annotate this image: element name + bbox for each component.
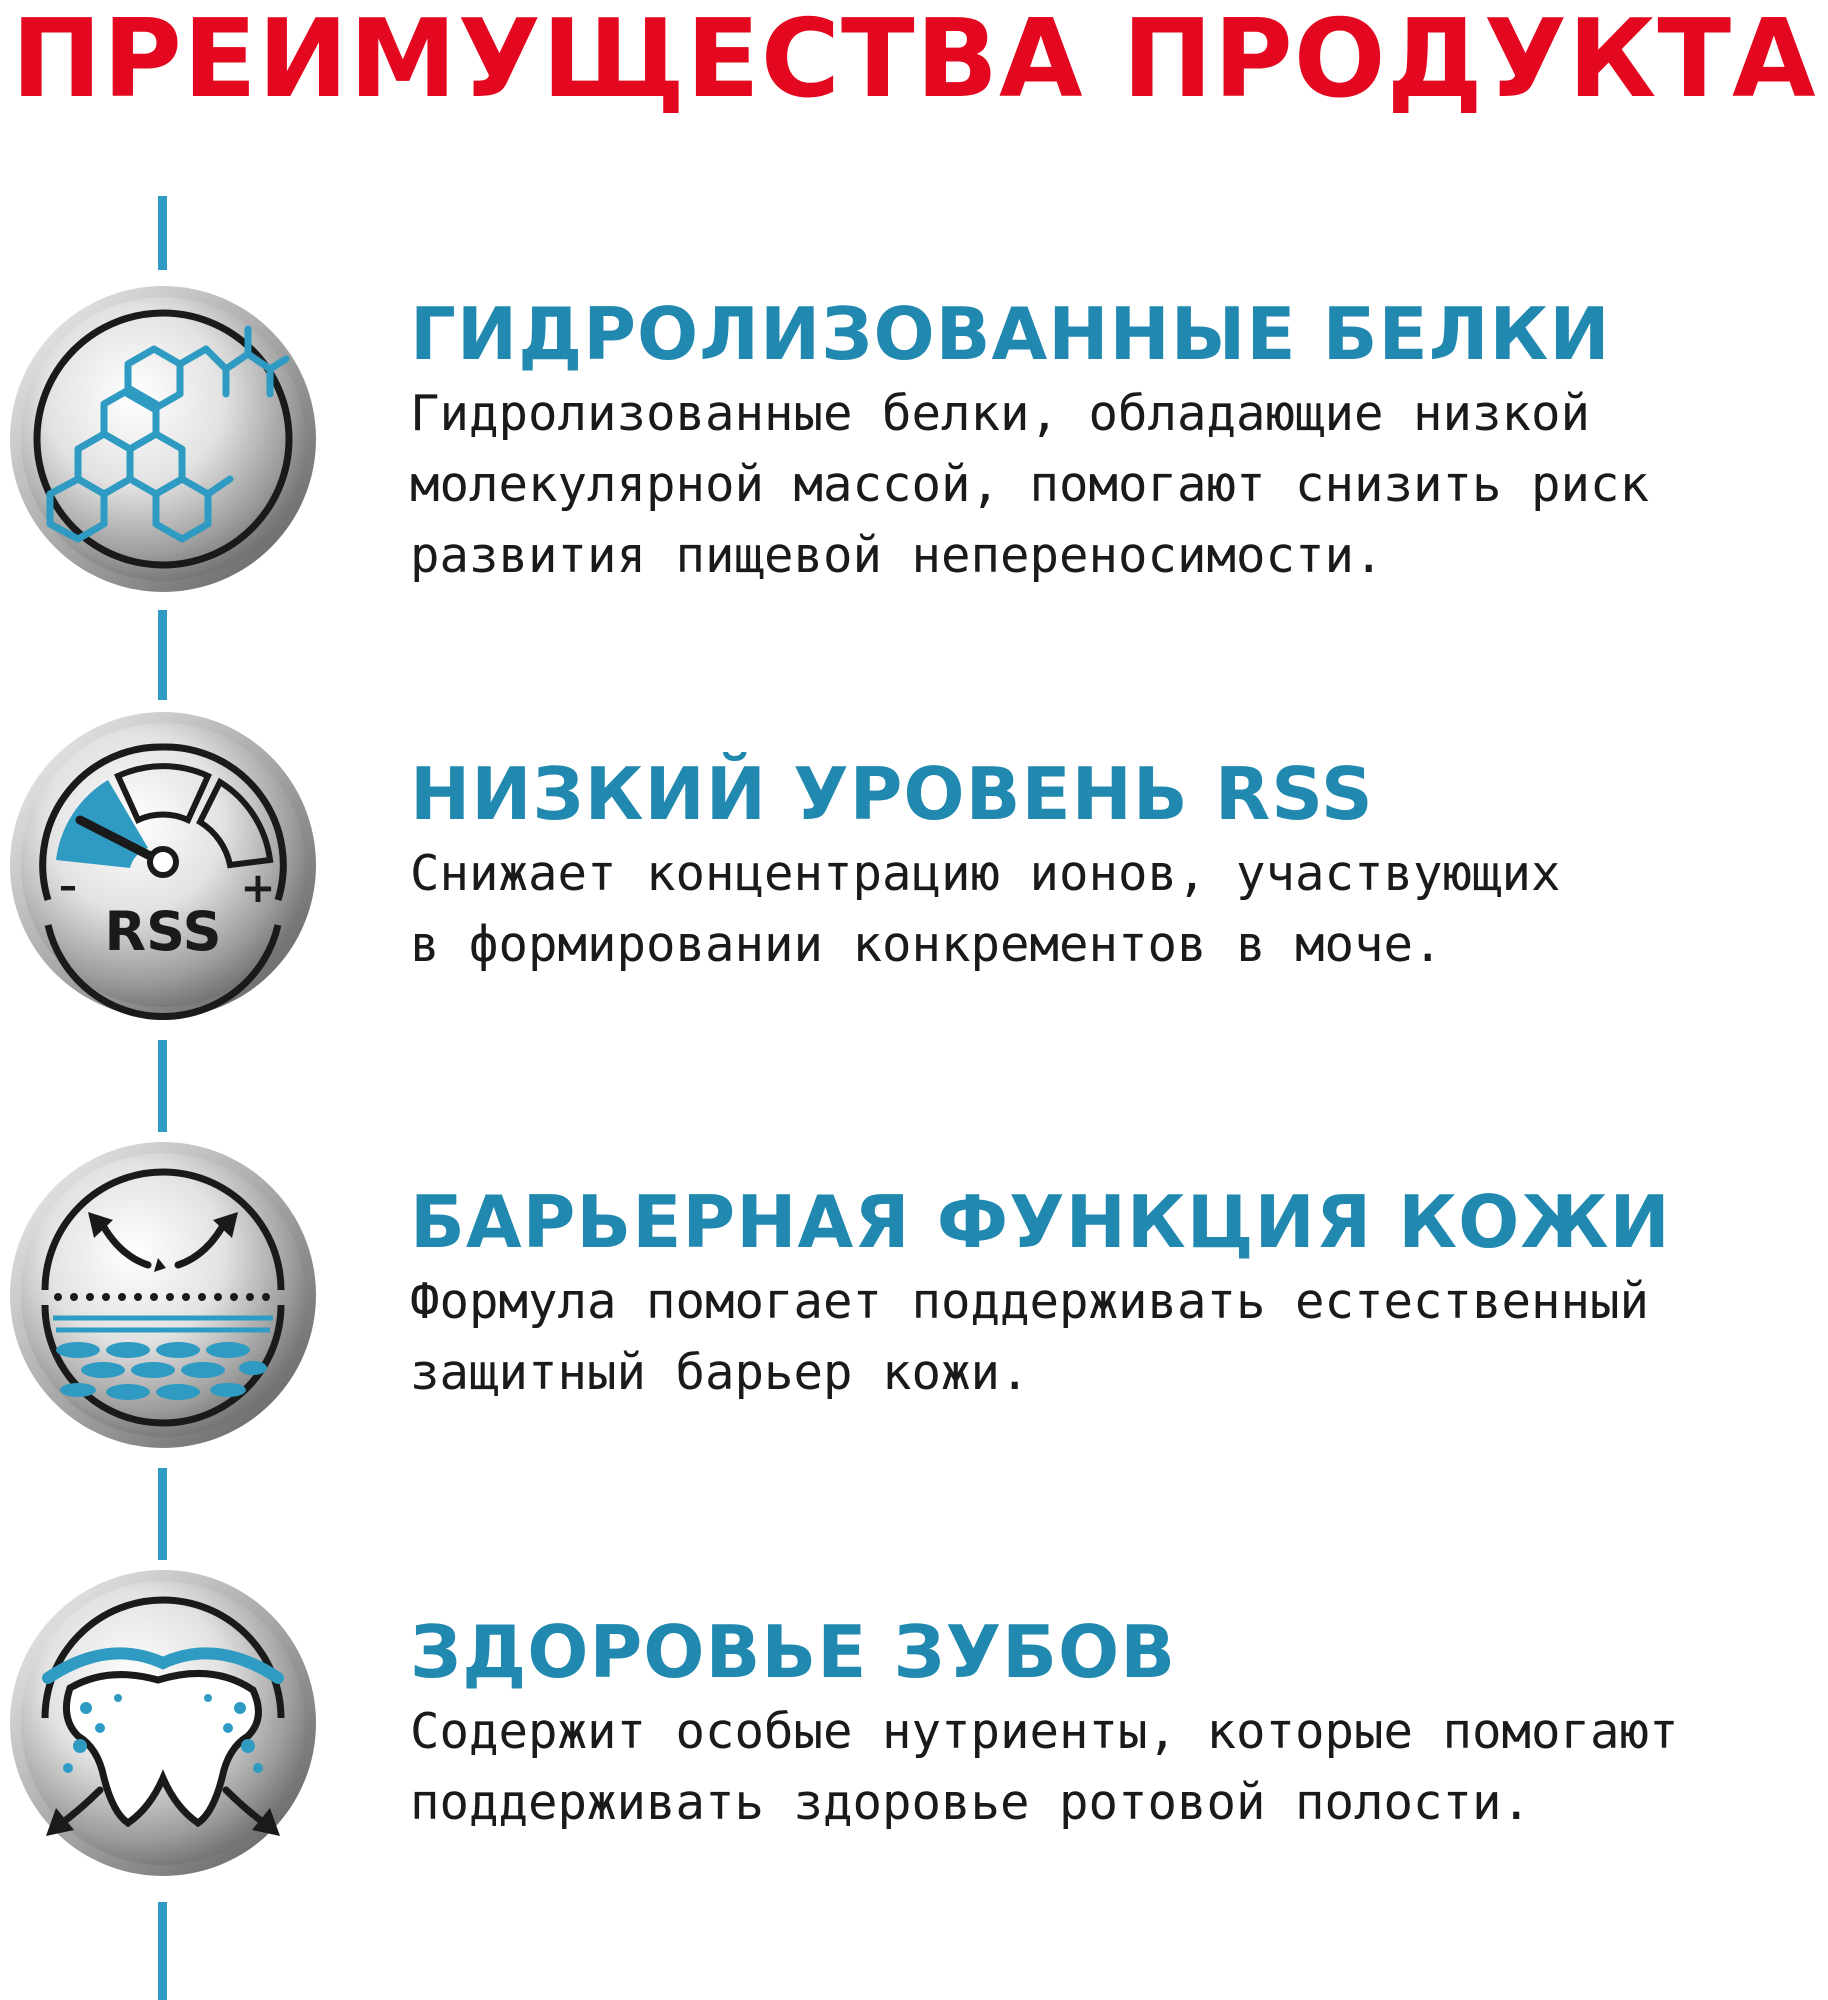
benefit-skin-barrier	[410, 1180, 1820, 1408]
benefit-heading: БАРЬЕРНАЯ ФУНКЦИЯ КОЖИ	[410, 1180, 1671, 1264]
timeline-segment	[158, 196, 167, 270]
gauge-icon	[8, 710, 318, 1020]
tooth-icon	[8, 1568, 318, 1878]
benefit-text: Гидролизованные белки, обладающие низкой молекулярной массой, помогают снизить риск развития пищевой непереносимости.	[410, 385, 1650, 584]
skin-barrier-icon	[8, 1140, 318, 1450]
timeline-segment	[158, 1040, 167, 1132]
benefit-text: Формула помогает поддерживать естественный защитный барьер кожи.	[410, 1273, 1650, 1401]
gauge-plus-label: +	[240, 863, 276, 912]
benefit-dental-health	[410, 1610, 1820, 1838]
timeline-segment	[158, 610, 167, 700]
benefit-low-rss	[410, 752, 1820, 980]
benefit-heading: НИЗКИЙ УРОВЕНЬ RSS	[410, 752, 1374, 836]
timeline-segment	[158, 1902, 167, 2000]
gauge-minus-label: –	[59, 866, 77, 907]
benefit-hydrolyzed-proteins	[410, 292, 1820, 591]
page-title: ПРЕИМУЩЕСТВА ПРОДУКТА	[11, 0, 1817, 122]
benefit-heading: ГИДРОЛИЗОВАННЫЕ БЕЛКИ	[410, 292, 1611, 376]
benefit-text: Содержит особые нутриенты, которые помогают поддерживать здоровье ротовой полости.	[410, 1703, 1679, 1831]
rss-label: RSS	[104, 900, 222, 963]
benefit-heading: ЗДОРОВЬЕ ЗУБОВ	[410, 1610, 1177, 1694]
benefit-text: Снижает концентрацию ионов, участвующих в формировании конкрементов в моче.	[410, 845, 1561, 973]
timeline-segment	[158, 1468, 167, 1560]
molecule-icon	[8, 284, 318, 594]
